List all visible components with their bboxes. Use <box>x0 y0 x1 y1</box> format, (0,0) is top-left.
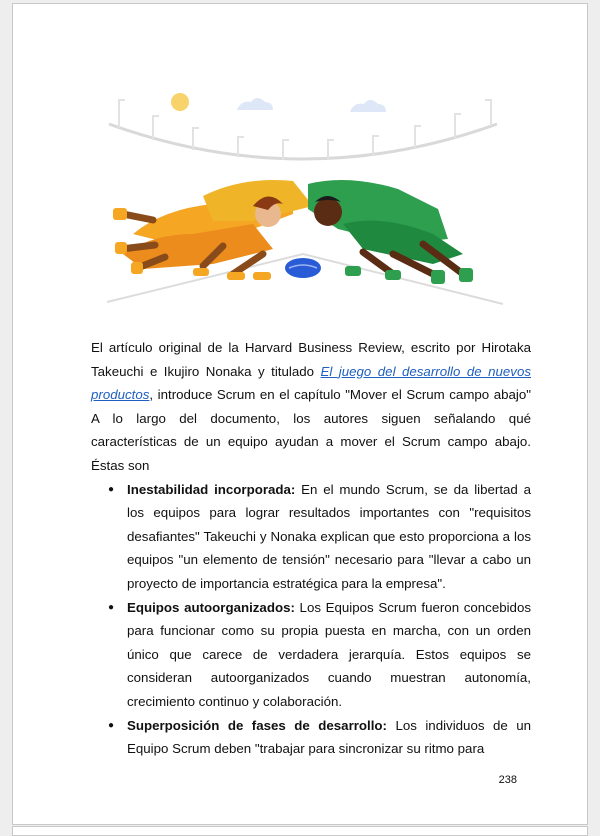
characteristics-list <box>91 478 531 761</box>
list-item <box>91 596 531 714</box>
list-item <box>91 478 531 596</box>
rugby-scrum-illustration <box>93 84 513 314</box>
next-page-edge <box>12 826 588 836</box>
list-item-term: Superposición de fases de desarrollo: <box>127 717 387 733</box>
list-item-text: Los Equipos Scrum fueron concebidos para funcionar como su propia puesta en marcha, con un orden único que carece de verdadera jerarquía. Estos equipos se consideran autoorganizados cuando muestran autonomía, crecimiento continuo y colaboración. <box>127 599 531 709</box>
document-page <box>12 3 588 825</box>
body-text <box>91 336 531 761</box>
list-item-term: Inestabilidad incorporada: <box>127 481 296 497</box>
intro-paragraph <box>91 336 531 478</box>
page-number: 238 <box>498 774 517 786</box>
list-item-text: En el mundo Scrum, se da libertad a los equipos para lograr resultados importantes con "requisitos desafiantes" Takeuchi y Nonaka explican que esto proporciona a los equipos "un elemento de tensión" necesario para "llevar a cabo un proyecto de importancia estratégica para la empresa". <box>127 481 531 591</box>
intro-text-start: El artículo original de la Harvard Business Review, escrito por Hirotaka Takeuchi e Ikujiro Nonaka y titulado <box>91 340 531 379</box>
list-item-text: Los individuos de un Equipo Scrum deben "trabajar para sincronizar su ritmo para <box>127 717 532 757</box>
intro-text-end: , introduce Scrum en el capítulo "Mover el Scrum campo abajo" A lo largo del documento, los autores siguen señalando qué características de un equipo ayudan a mover el Scrum campo abajo. Éstas son <box>91 387 531 473</box>
article-link[interactable]: El juego del desarrollo de nuevos productos <box>91 363 531 403</box>
list-item <box>91 714 531 761</box>
list-item-term: Equipos autoorganizados: <box>127 599 295 615</box>
